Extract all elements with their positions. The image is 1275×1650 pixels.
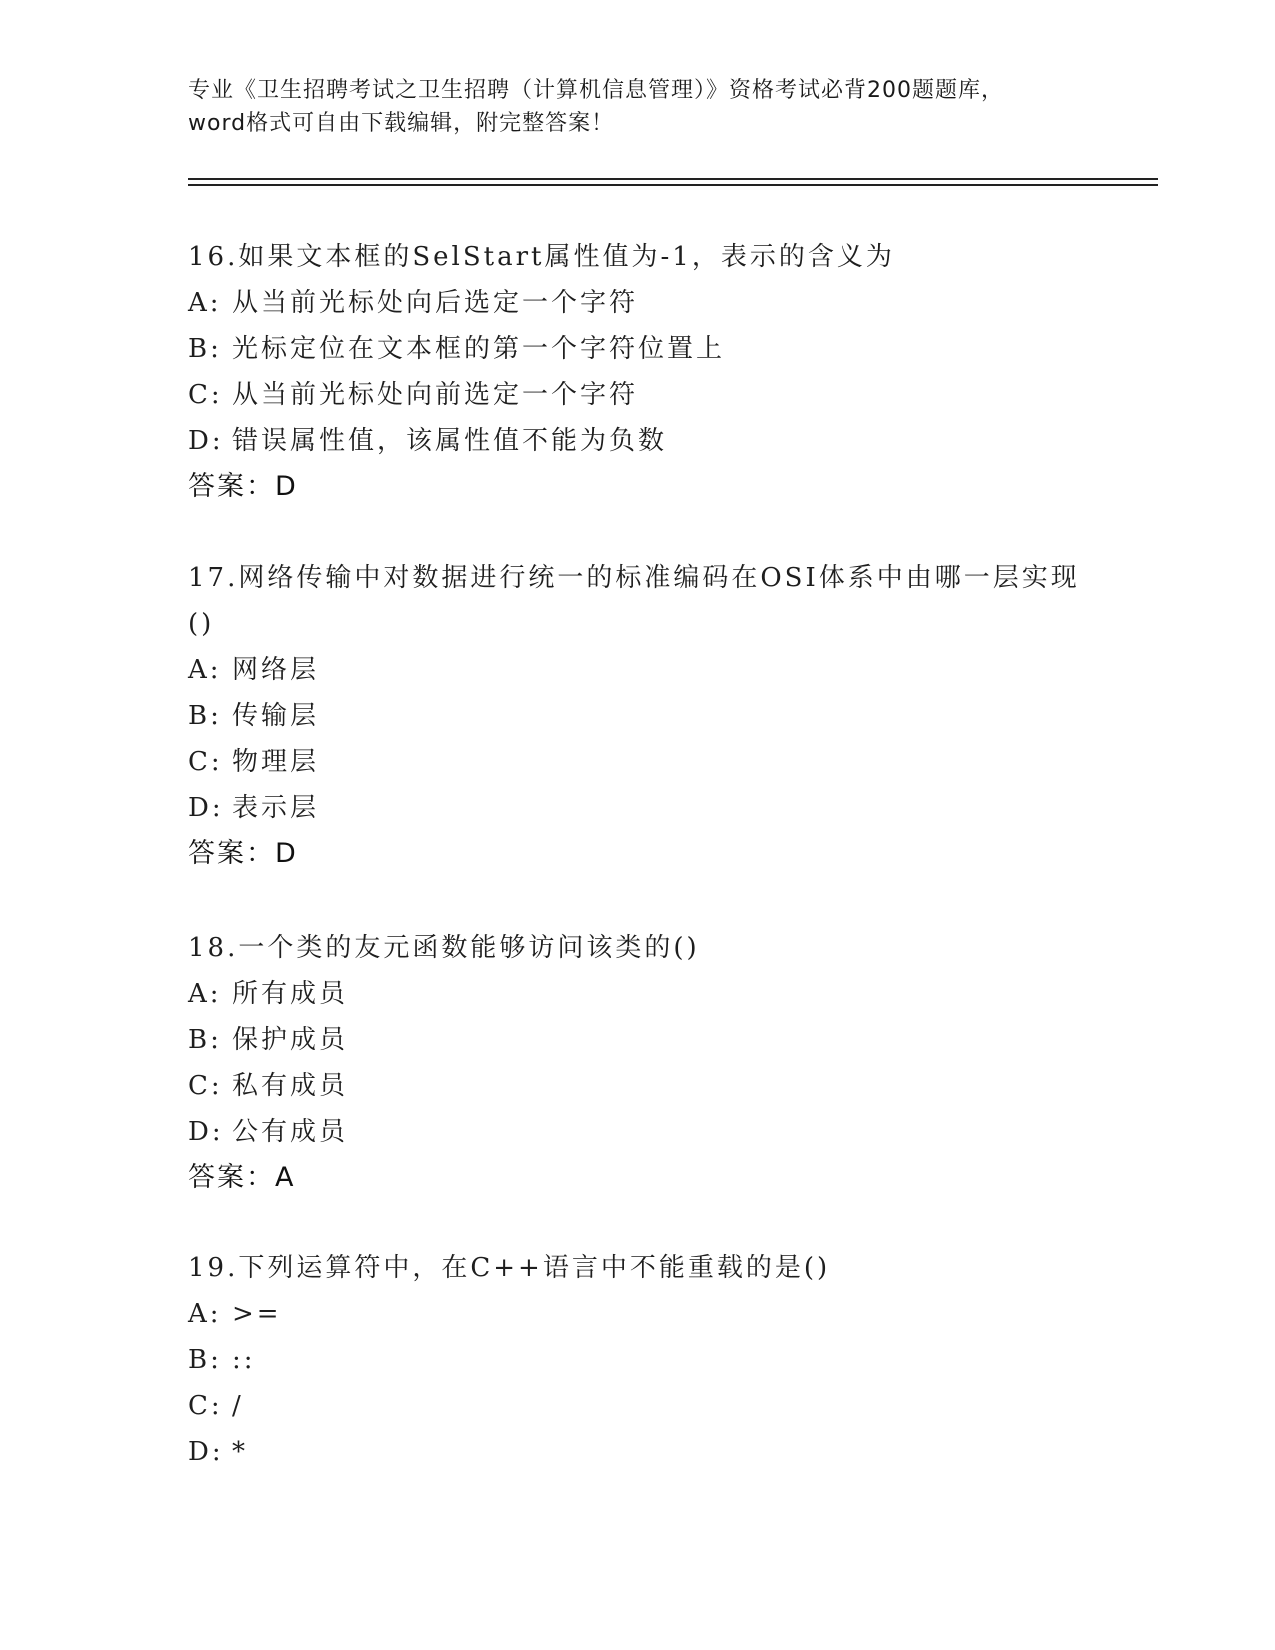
question-text: 16.如果文本框的SelStart属性值为-1，表示的含义为 bbox=[188, 242, 895, 272]
answer-line: 答案：A bbox=[188, 1162, 296, 1193]
option-text: 从当前光标处向前选定一个字符 bbox=[232, 380, 639, 410]
question-text: 17.网络传输中对数据进行统一的标准编码在OSI体系中由哪一层实现() bbox=[188, 563, 1080, 639]
option-letter: D: bbox=[188, 1437, 224, 1467]
option-letter: C: bbox=[188, 1391, 223, 1421]
option-letter: A: bbox=[188, 1299, 222, 1329]
header-divider-top bbox=[188, 178, 1158, 180]
option-c bbox=[188, 1063, 1088, 1109]
question-17 bbox=[188, 555, 1088, 877]
question-19 bbox=[188, 1245, 1088, 1475]
option-text: 错误属性值，该属性值不能为负数 bbox=[232, 426, 668, 456]
header-line-2: word格式可自由下载编辑，附完整答案！ bbox=[188, 111, 615, 136]
option-letter: C: bbox=[188, 1071, 223, 1101]
option-letter: C: bbox=[188, 747, 223, 777]
option-b bbox=[188, 1017, 1088, 1063]
option-text: 网络层 bbox=[232, 655, 320, 685]
header-line-1: 专业《卫生招聘考试之卫生招聘（计算机信息管理）》资格考试必背200题题库， bbox=[188, 78, 1004, 103]
option-a bbox=[188, 280, 1088, 326]
option-letter: B: bbox=[188, 1345, 222, 1375]
option-letter: B: bbox=[188, 701, 222, 731]
option-c bbox=[188, 1383, 1088, 1429]
option-c bbox=[188, 739, 1088, 785]
option-b bbox=[188, 326, 1088, 372]
question-text: 18.一个类的友元函数能够访问该类的() bbox=[188, 933, 700, 963]
question-text: 19.下列运算符中，在C++语言中不能重载的是() bbox=[188, 1253, 831, 1283]
option-text: 所有成员 bbox=[232, 979, 349, 1009]
option-b bbox=[188, 1337, 1088, 1383]
option-text: 传输层 bbox=[232, 701, 320, 731]
option-b bbox=[188, 693, 1088, 739]
option-d bbox=[188, 418, 1088, 464]
option-letter: D: bbox=[188, 1117, 224, 1147]
option-a bbox=[188, 971, 1088, 1017]
answer-line: 答案：D bbox=[188, 838, 298, 869]
option-c bbox=[188, 372, 1088, 418]
option-text: 物理层 bbox=[232, 747, 320, 777]
option-d bbox=[188, 785, 1088, 831]
answer-line: 答案：D bbox=[188, 471, 298, 502]
option-text: 从当前光标处向后选定一个字符 bbox=[232, 288, 639, 318]
option-letter: D: bbox=[188, 793, 224, 823]
question-16 bbox=[188, 234, 1088, 510]
option-text: * bbox=[232, 1437, 248, 1467]
option-letter: A: bbox=[188, 655, 222, 685]
option-letter: D: bbox=[188, 426, 224, 456]
option-text: / bbox=[232, 1391, 244, 1421]
option-text: 表示层 bbox=[232, 793, 320, 823]
option-letter: B: bbox=[188, 334, 222, 364]
option-letter: B: bbox=[188, 1025, 222, 1055]
option-letter: A: bbox=[188, 979, 222, 1009]
option-a bbox=[188, 1291, 1088, 1337]
header-divider-bottom bbox=[188, 184, 1158, 186]
question-18 bbox=[188, 925, 1088, 1201]
option-text: :: bbox=[232, 1345, 256, 1375]
option-text: >= bbox=[232, 1299, 282, 1329]
option-text: 光标定位在文本框的第一个字符位置上 bbox=[232, 334, 726, 364]
option-d bbox=[188, 1429, 1088, 1475]
option-text: 公有成员 bbox=[232, 1117, 349, 1147]
option-text: 保护成员 bbox=[232, 1025, 349, 1055]
option-letter: C: bbox=[188, 380, 223, 410]
document-header bbox=[188, 74, 1088, 140]
option-a bbox=[188, 647, 1088, 693]
option-letter: A: bbox=[188, 288, 222, 318]
option-text: 私有成员 bbox=[232, 1071, 349, 1101]
option-d bbox=[188, 1109, 1088, 1155]
